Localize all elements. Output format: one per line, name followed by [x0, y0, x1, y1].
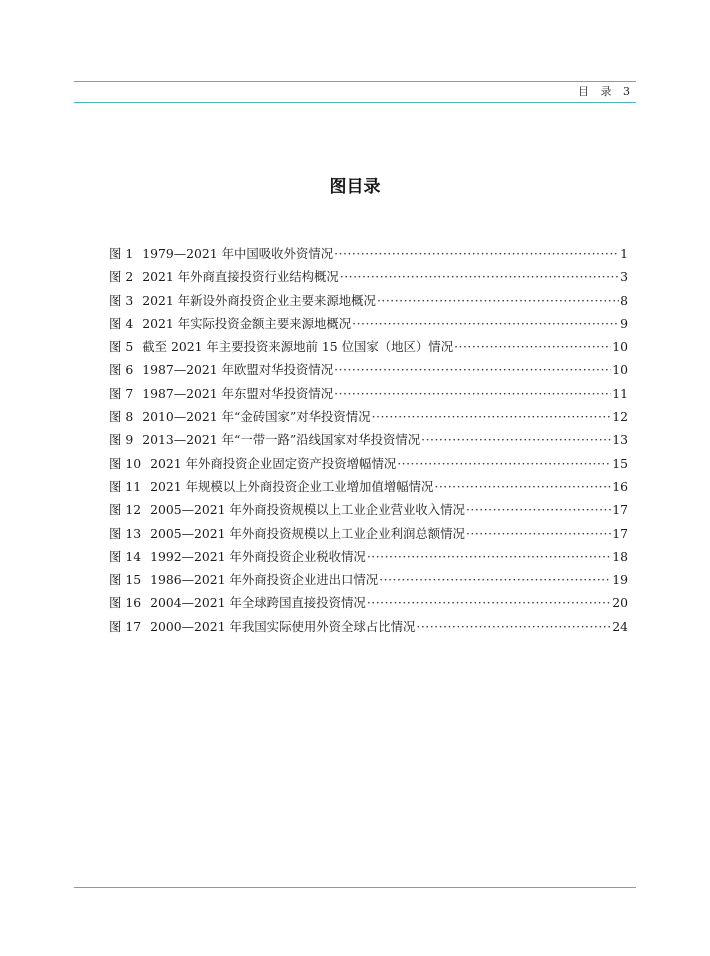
dot-leader: [340, 265, 619, 288]
figure-number: 图 11: [109, 478, 142, 494]
figure-number: 图 5: [109, 339, 134, 355]
figure-title: 2021 年外商投资企业固定资产投资增幅情况: [150, 455, 397, 471]
figure-number: 图 4: [109, 315, 134, 331]
figure-title: 2005—2021 年外商投资规模以上工业企业营业收入情况: [150, 502, 465, 518]
toc-entry[interactable]: [109, 545, 628, 568]
figure-number: 图 14: [109, 548, 142, 564]
toc-entry[interactable]: [109, 382, 628, 405]
figure-title: 2010—2021 年“金砖国家”对华投资情况: [142, 409, 371, 425]
page-number: 17: [612, 525, 628, 541]
figure-title: 2004—2021 年全球跨国直接投资情况: [150, 595, 366, 611]
figure-title: 2013—2021 年“一带一路”沿线国家对华投资情况: [142, 432, 421, 448]
figure-title: 2021 年规模以上外商投资企业工业增加值增幅情况: [150, 478, 434, 494]
figure-number: 图 2: [109, 269, 134, 285]
figure-list: [109, 242, 628, 638]
figure-title: 2021 年新设外商投资企业主要来源地概况: [142, 292, 376, 308]
figure-title: 1986—2021 年外商投资企业进出口情况: [150, 572, 379, 588]
dot-leader: [334, 242, 619, 265]
page-title: 图目录: [329, 177, 381, 197]
figure-number: 图 13: [109, 525, 142, 541]
page-number: 12: [612, 409, 628, 425]
figure-number: 图 16: [109, 595, 142, 611]
dot-leader: [352, 312, 619, 335]
toc-entry[interactable]: [109, 242, 628, 265]
dot-leader: [454, 335, 611, 358]
figure-number: 图 8: [109, 409, 134, 425]
footer-rule: [74, 887, 636, 888]
figure-number: 图 15: [109, 572, 142, 588]
page-number: 1: [620, 246, 628, 261]
running-head: 目 录 3: [578, 85, 634, 98]
header-rule-bottom: [74, 102, 636, 103]
toc-entry[interactable]: [109, 428, 628, 451]
toc-entry[interactable]: [109, 312, 628, 335]
figure-title: 1987—2021 年东盟对华投资情况: [142, 385, 334, 401]
toc-entry[interactable]: [109, 591, 628, 614]
figure-title: 1979—2021 年中国吸收外资情况: [142, 246, 334, 261]
page-number: 18: [612, 548, 628, 564]
dot-leader: [466, 522, 611, 545]
figure-title: 2021 年外商直接投资行业结构概况: [142, 269, 339, 285]
page-number: 10: [612, 339, 628, 355]
page-number: 17: [612, 502, 628, 518]
toc-entry[interactable]: [109, 358, 628, 381]
toc-entry[interactable]: [109, 452, 628, 475]
figure-title: 2005—2021 年外商投资规模以上工业企业利润总额情况: [150, 525, 465, 541]
toc-entry[interactable]: [109, 335, 628, 358]
figure-title: 1987—2021 年欧盟对华投资情况: [142, 362, 334, 378]
figure-number: 图 17: [109, 618, 142, 634]
figure-number: 图 3: [109, 292, 134, 308]
page-number: 8: [620, 292, 628, 308]
toc-entry[interactable]: [109, 615, 628, 638]
header-rule-top: [74, 81, 636, 82]
toc-entry[interactable]: [109, 265, 628, 288]
toc-entry[interactable]: [109, 405, 628, 428]
dot-leader: [397, 452, 611, 475]
page-number: 16: [612, 478, 628, 494]
figure-title: 1992—2021 年外商投资企业税收情况: [150, 548, 366, 564]
page-number: 10: [612, 362, 628, 378]
dot-leader: [334, 358, 611, 381]
toc-entry[interactable]: [109, 522, 628, 545]
page-number: 15: [612, 455, 628, 471]
dot-leader: [372, 405, 612, 428]
page-number: 19: [612, 572, 628, 588]
page-number: 11: [612, 385, 628, 401]
figure-number: 图 10: [109, 455, 142, 471]
figure-number: 图 9: [109, 432, 134, 448]
page-number: 24: [612, 618, 628, 634]
figure-title: 2000—2021 年我国实际使用外资全球占比情况: [150, 618, 416, 634]
dot-leader: [379, 568, 611, 591]
page-number: 3: [620, 269, 628, 285]
figure-number: 图 1: [109, 246, 134, 261]
dot-leader: [434, 475, 611, 498]
dot-leader: [367, 545, 611, 568]
figure-title: 截至 2021 年主要投资来源地前 15 位国家（地区）情况: [142, 339, 454, 355]
figure-number: 图 7: [109, 385, 134, 401]
toc-entry[interactable]: [109, 289, 628, 312]
toc-entry[interactable]: [109, 568, 628, 591]
toc-entry[interactable]: [109, 498, 628, 521]
dot-leader: [334, 382, 611, 405]
toc-entry[interactable]: [109, 475, 628, 498]
dot-leader: [377, 289, 619, 312]
dot-leader: [421, 428, 611, 451]
figure-title: 2021 年实际投资金额主要来源地概况: [142, 315, 352, 331]
figure-number: 图 6: [109, 362, 134, 378]
page-number: 20: [612, 595, 628, 611]
dot-leader: [466, 498, 611, 521]
figure-number: 图 12: [109, 502, 142, 518]
dot-leader: [416, 615, 611, 638]
dot-leader: [367, 591, 611, 614]
page-number: 9: [620, 315, 628, 331]
page-number: 13: [612, 432, 628, 448]
